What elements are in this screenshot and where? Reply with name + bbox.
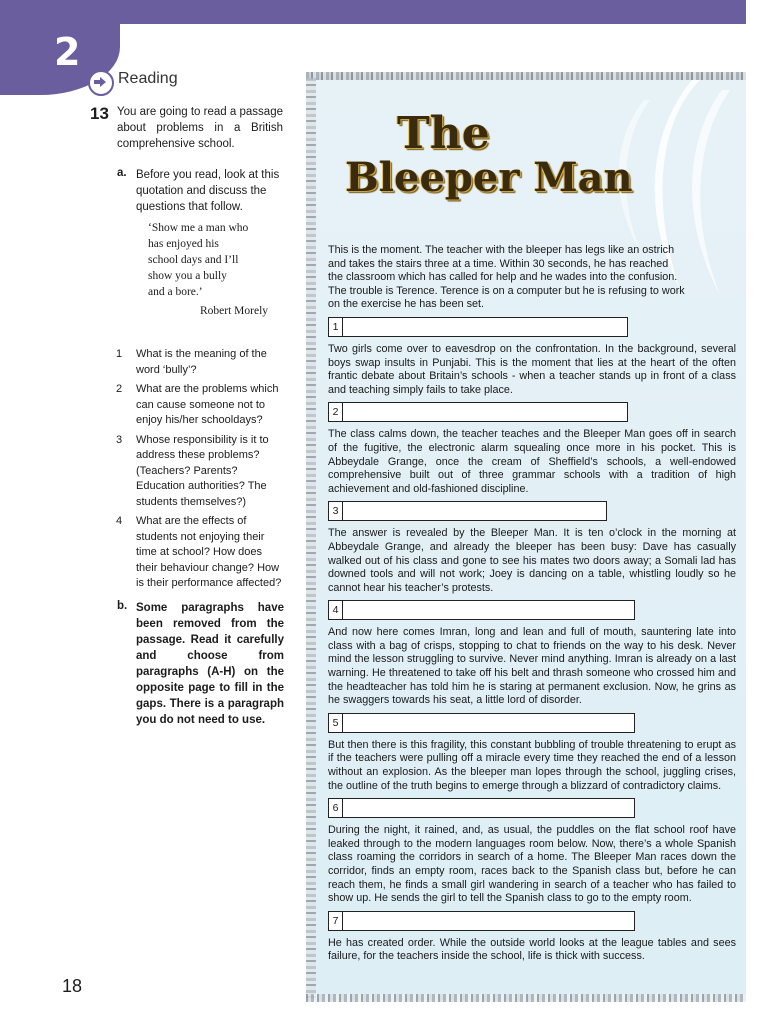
gap-number: 5	[329, 714, 343, 732]
unit-number: 2	[54, 30, 81, 74]
question-number: 13	[90, 104, 109, 123]
article-paragraph: During the night, it rained, and, as usual, the puddles on the flat school roof have leaked through to the modern languages room below. Now, there’s a whole Spanish class roaming the corridors in search of a home. The Bleeper Man races down the corridor, finds an empty room, races back to the Spanish class but, before he can reach them, he finds a small girl wandering in search of a teacher who has failed to show up. He sends the girl to tell the Spanish class to go to the empty room.	[328, 824, 736, 905]
part-a-letter: a.	[117, 167, 127, 179]
header-band	[95, 0, 746, 24]
question-item-number: 1	[116, 348, 123, 360]
panel-border-bottom	[306, 994, 746, 1002]
question-item-text: What are the effects of students not enjoying their time at school? How does their behaviour change? How is their performance affected?	[136, 515, 282, 589]
quote-line: has enjoyed his	[148, 238, 219, 250]
page-number: 18	[62, 976, 83, 996]
article-body	[328, 244, 736, 964]
question-item-number: 3	[116, 433, 123, 446]
question-intro: You are going to read a passage about problems in a British comprehensive school.	[117, 106, 283, 150]
article-paragraph: And now here comes Imran, long and lean and full of mouth, sauntering late into class with a bag of crisps, stopping to chat to friends on the way to his desk. Never mind the lesson struggling to survive. Never mind anything. Imran is already on a last warning. He threatened to take off his belt and thrash someone who crossed him and the headteacher has told him he is staring at permanent exclusion. Now, he grins as he swaggers towards his seat, a little lord of disorder.	[328, 626, 736, 707]
question-item	[116, 347, 286, 378]
gap-number: 2	[329, 403, 343, 421]
panel-border-top	[306, 72, 746, 80]
question-item	[116, 382, 286, 429]
quote-line: school days and I’ll	[148, 254, 239, 266]
article-title-line2: Bleeper Man	[345, 154, 633, 201]
quote-line: show you a bully	[148, 270, 227, 282]
question-item	[116, 514, 286, 592]
question-item	[116, 433, 286, 511]
panel-border-left	[306, 78, 316, 998]
question-item-text: What is the meaning of the word ‘bully’?	[136, 348, 267, 376]
article-paragraph: The answer is revealed by the Bleeper Man. It is ten o’clock in the morning at Abbeydale Grange, and already the bleeper has been busy: Dave has casually walked out of his class and gone to see his mates two doors away; a Somali lad has downed tools and will not work; Joey is dancing on a table, whistling loudly so he cannot hear his teacher’s protests.	[328, 527, 736, 594]
gap-number: 3	[329, 502, 343, 520]
article-paragraph: But then there is this fragility, this constant bubbling of trouble threatening to erupt as if the teachers were pulling off a miracle every time they reached the end of a lesson without an explosion. As the bleeper man lopes through the school, juggling crises, the outline of the truth begins to emerge through a blizzard of contradictory claims.	[328, 738, 736, 792]
question-item-number: 4	[116, 515, 123, 527]
question-item-text: Whose responsibility is it to address these problems? (Teachers? Parents? Education authorities? The students themselves?)	[136, 433, 269, 508]
question-item-number: 2	[116, 383, 123, 395]
gap-number: 7	[329, 912, 343, 930]
arrow-right-icon	[88, 70, 114, 96]
gap-box-1[interactable]	[328, 317, 628, 337]
gap-number: 6	[329, 799, 343, 817]
quote-line: and a bore.’	[148, 286, 203, 298]
gap-box-5[interactable]	[328, 713, 635, 733]
part-a-instruction: Before you read, look at this quotation and discuss the questions that follow.	[136, 169, 280, 213]
gap-box-7[interactable]	[328, 911, 635, 931]
question-item-text: What are the problems which can cause someone not to enjoy his/her schooldays?	[136, 383, 279, 426]
quotation	[148, 220, 283, 300]
part-b-letter: b.	[117, 600, 128, 612]
gap-box-4[interactable]	[328, 600, 635, 620]
quote-line: ‘Show me a man who	[148, 222, 249, 234]
discussion-questions	[116, 347, 286, 596]
article-paragraph: This is the moment. The teacher with the bleeper has legs like an ostrich and takes the stairs three at a time. Within 30 seconds, he has reached the classroom which has called for help and he wades into the confusion. The trouble is Terence. Terence is on a computer but he is refusing to work on the exercise he has been set.	[328, 244, 685, 311]
gap-box-3[interactable]	[328, 501, 607, 521]
article-title-line1: The	[397, 108, 490, 159]
article-paragraph: He has created order. While the outside world looks at the league tables and sees failure, for the teachers inside the school, life is thick with success.	[328, 936, 736, 963]
gap-box-2[interactable]	[328, 402, 628, 422]
section-title: Reading	[118, 70, 178, 87]
quote-author: Robert Morely	[200, 305, 269, 317]
gap-number: 4	[329, 601, 343, 619]
part-b-instruction: Some paragraphs have been removed from the passage. Read it carefully and choose from paragraphs (A-H) on the opposite page to fill in the gaps. There is a paragraph you do not need to use.	[136, 602, 284, 726]
gap-box-6[interactable]	[328, 798, 635, 818]
article-title	[345, 108, 633, 201]
gap-number: 1	[329, 318, 343, 336]
article-paragraph: Two girls come over to eavesdrop on the confrontation. In the background, several boys swap insults in Punjabi. This is the moment that lies at the heart of the often frantic debate about Britain’s schools - when a teacher stands up in front of a class and teaching simply fails to take place.	[328, 342, 736, 396]
article-paragraph: The class calms down, the teacher teaches and the Bleeper Man goes off in search of the fugitive, the electronic alarm squealing once more in his pocket. This is Abbeydale Grange, once the cream of Sheffield’s schools, a well-endowed comprehensive built out of three grammar schools with a tradition of high achievement and old-fashioned discipline.	[328, 428, 736, 495]
